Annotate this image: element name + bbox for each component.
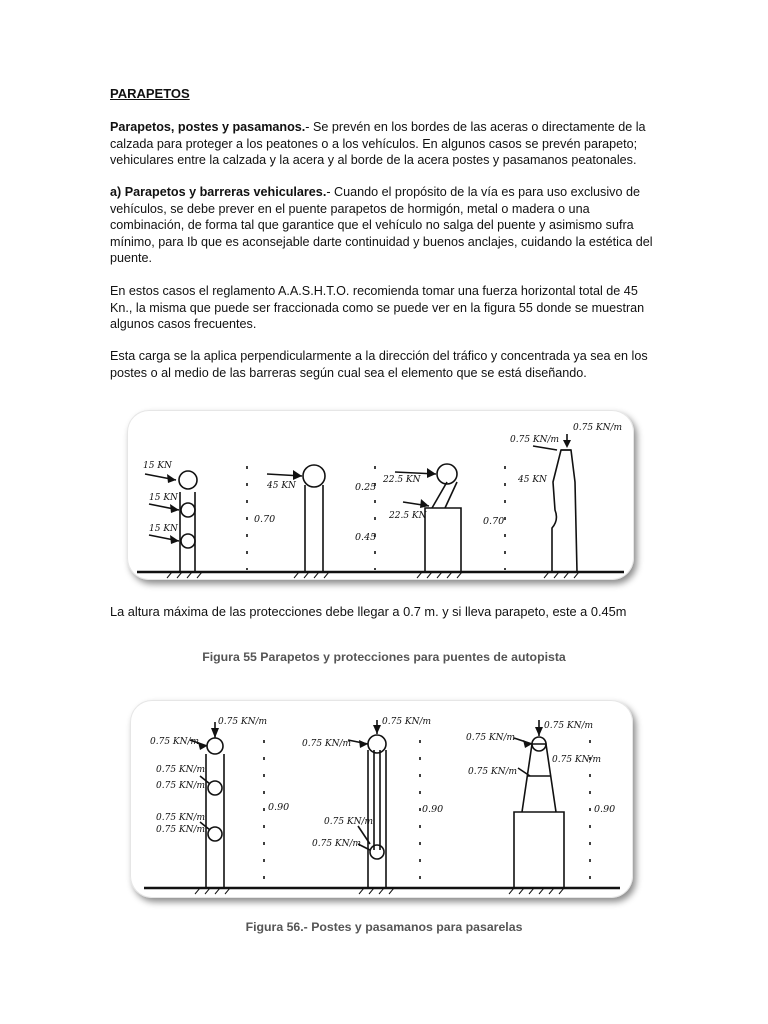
fig56-label-c-side1: 0.75 KN/m bbox=[466, 733, 516, 743]
paragraph-aashto: En estos casos el reglamento A.A.S.H.T.O. recomienda tomar una fuerza horizontal total de 45 Kn., la misma que puede ser fraccionada como se puede ver en la figura 55 donde se muestran algunos casos frecuentes. bbox=[110, 284, 645, 331]
fig56-label-a-side3: 0.75 KN/m bbox=[156, 781, 206, 791]
fig55-label-c-lower-load: 22.5 KN bbox=[389, 511, 427, 521]
fig56-label-c-side2: 0.75 KN/m bbox=[552, 755, 602, 765]
fig56-label-b-low2: 0.75 KN/m bbox=[312, 839, 362, 849]
fig55-label-c-upper-dim: 0.25 bbox=[355, 482, 377, 493]
paragraph-postes bbox=[110, 119, 660, 169]
paragraph-altura: La altura máxima de las protecciones debe llegar a 0.7 m. y si lleva parapeto, este a 0.45m bbox=[110, 604, 627, 619]
fig56-label-c-height: 0.90 bbox=[594, 804, 616, 815]
fig56-label-c-side3: 0.75 KN/m bbox=[468, 767, 518, 777]
paragraph-lead: a) Parapetos y barreras vehiculares. bbox=[110, 185, 327, 199]
fig56-label-b-side: 0.75 KN/m bbox=[302, 739, 352, 749]
page-title: PARAPETOS bbox=[110, 86, 190, 101]
paragraph-body: - Se prevén en los bordes de las aceras o directamente de la calzada para proteger a los peatones o a los vehículos. En algunos casos se prevén parapeto; vehiculares entre la calzada y la acera y al borde de la acera postes y pasamanos peatonales. bbox=[110, 120, 646, 167]
figure-55-drawing bbox=[127, 410, 634, 580]
fig55-label-a-top: 15 KN bbox=[143, 461, 172, 471]
fig55-label-b-load: 45 KN bbox=[267, 481, 296, 491]
fig55-label-d-side: 0.75 KN/m bbox=[510, 435, 560, 445]
fig55-label-d-load: 45 KN bbox=[518, 475, 547, 485]
figure-56-caption: Figura 56.- Postes y pasamanos para pasarelas bbox=[245, 920, 523, 934]
figure-56-drawing bbox=[130, 700, 633, 898]
paragraph-body: - Cuando el propósito de la vía es para uso exclusivo de vehículos, se debe prever en el puente parapetos de hormigón, metal o madera o una combinación, de forma tal que garantice que el vehículo no salga del puente y asimismo sufra mínimo, para Ib que es aconsejable darte continuidad y buenos anclajes, cuidando la estética del puente. bbox=[110, 185, 653, 265]
figure-55-caption: Figura 55 Parapetos y protecciones para puentes de autopista bbox=[202, 650, 566, 664]
fig55-label-b-height: 0.70 bbox=[254, 514, 276, 525]
fig55-label-c-height: 0.70 bbox=[483, 516, 505, 527]
fig55-label-a-bot: 15 KN bbox=[149, 524, 178, 534]
figure-55 bbox=[127, 410, 634, 580]
fig56-label-a-side2: 0.75 KN/m bbox=[156, 765, 206, 775]
fig56-label-b-low1: 0.75 KN/m bbox=[324, 817, 374, 827]
figure-56 bbox=[130, 700, 633, 898]
fig56-label-a-side1: 0.75 KN/m bbox=[150, 737, 200, 747]
fig56-label-a-side4: 0.75 KN/m bbox=[156, 813, 206, 823]
fig55-label-c-lower-dim: 0.45 bbox=[355, 532, 377, 543]
fig56-label-b-height: 0.90 bbox=[422, 804, 444, 815]
paragraph-carga: Esta carga se la aplica perpendicularmente a la dirección del tráfico y concentrada ya sea en los postes o al medio de las barreras según cual sea el elemento que se está diseñando. bbox=[110, 349, 648, 380]
fig56-label-c-top: 0.75 KN/m bbox=[544, 721, 594, 731]
fig56-label-a-top: 0.75 KN/m bbox=[218, 717, 268, 727]
paragraph-barreras bbox=[110, 184, 660, 267]
fig55-label-a-mid: 15 KN bbox=[149, 493, 178, 503]
fig56-label-a-side5: 0.75 KN/m bbox=[156, 825, 206, 835]
fig55-label-c-upper-load: 22.5 KN bbox=[383, 475, 421, 485]
fig55-label-d-top: 0.75 KN/m bbox=[573, 423, 623, 433]
fig56-label-a-height: 0.90 bbox=[268, 802, 290, 813]
paragraph-lead: Parapetos, postes y pasamanos. bbox=[110, 120, 306, 134]
fig56-label-b-top: 0.75 KN/m bbox=[382, 717, 432, 727]
